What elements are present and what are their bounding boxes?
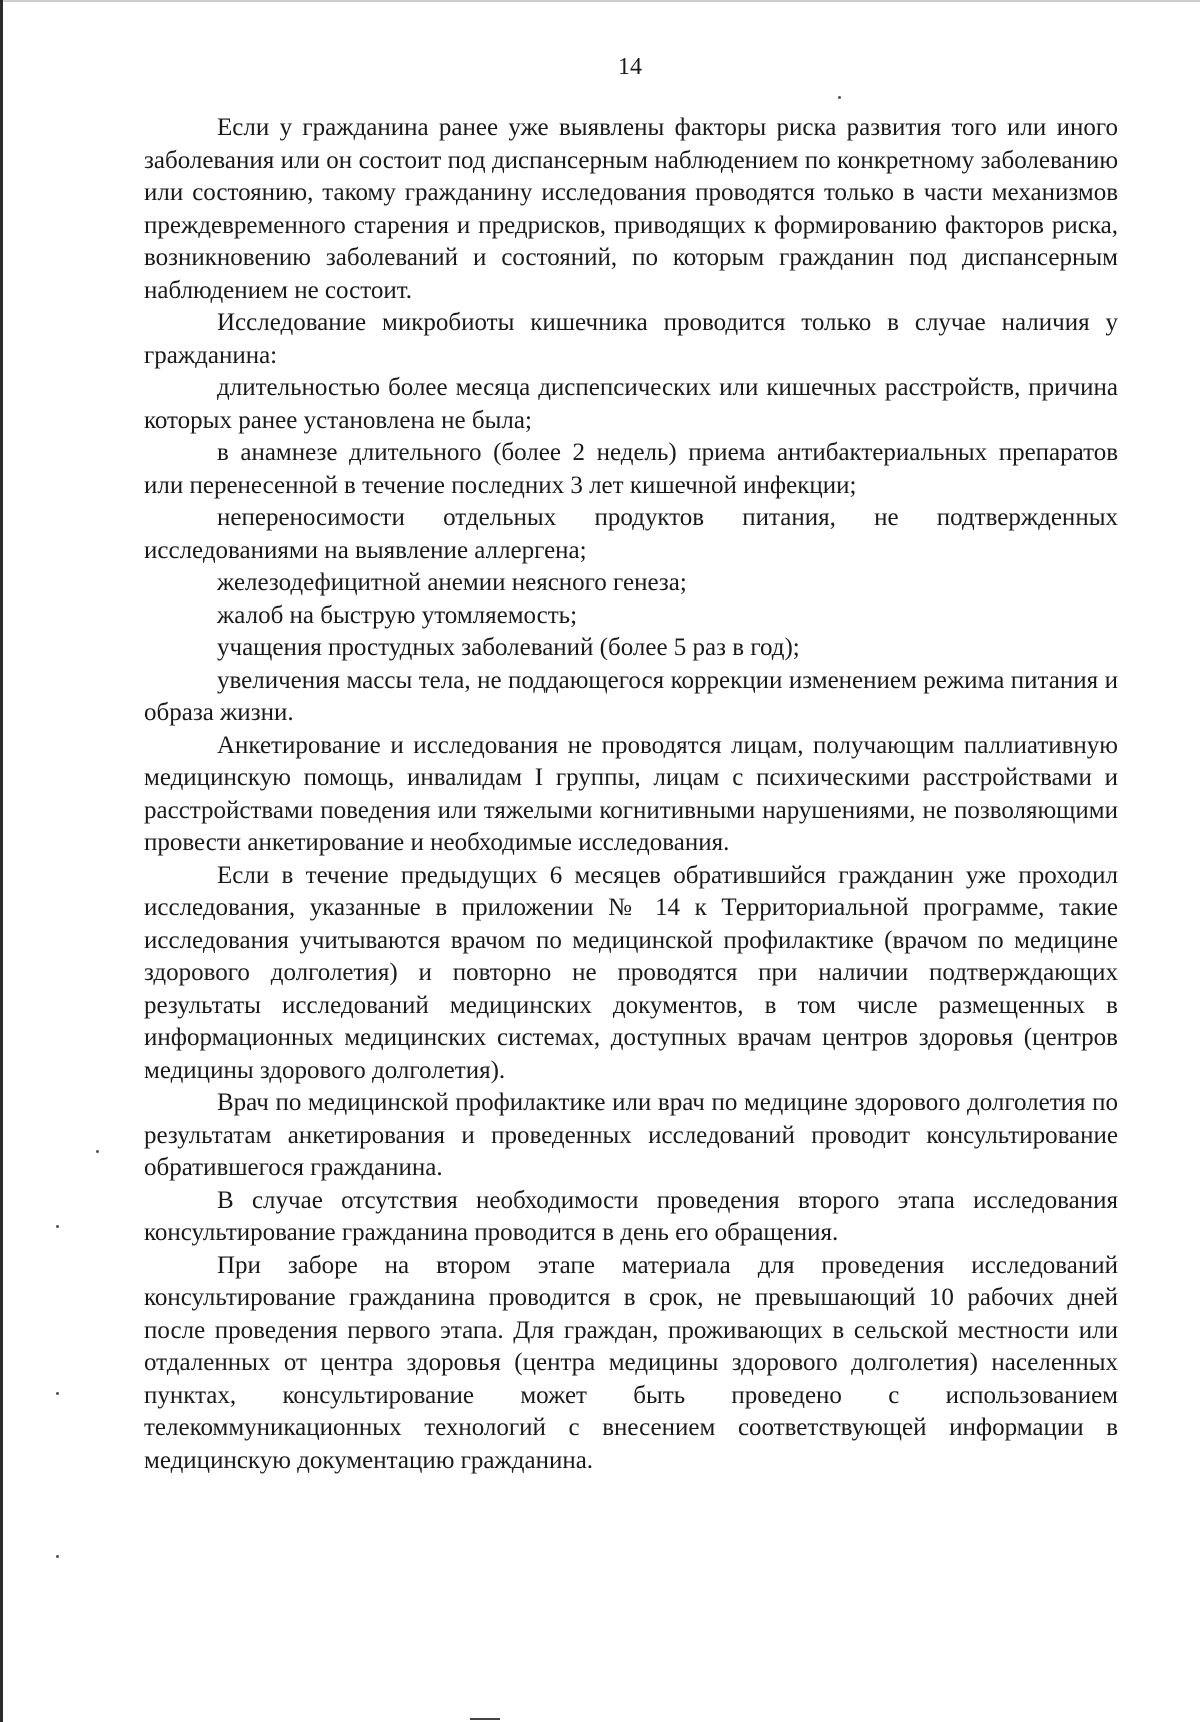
paragraph-same-day-consultation: В случае отсутствия необходимости проведения второго этапа исследования консультирование гражданина проводится в день его обращения. [144, 1186, 1118, 1246]
paragraph-second-stage-consultation: При заборе на втором этапе материала для проведения исследований консультирование гражданина проводится в срок, не превышающий 10 рабочих дней после проведения первого этапа. Для граждан, проживающих в сельской местности или отдаленных от центра здоровья (центра медицины здорового долголетия) населенных пунктах, консультирование может быть проведено с использованием телекоммуникационных технологий с внесением соответствующей информации в медицинскую документацию гражданина. [144, 1251, 1118, 1474]
scan-speck [838, 96, 841, 99]
page-number: 14 [618, 54, 642, 80]
scan-speck [56, 1555, 59, 1558]
scan-speck [96, 1150, 99, 1153]
paragraph-condition-weight: увеличения массы тела, не поддающегося коррекции изменением режима питания и образа жизни. [144, 666, 1118, 726]
document-body [144, 112, 1118, 1477]
paragraph-risk-factors: Если у гражданина ранее уже выявлены факторы риска развития того или иного заболевания или он состоит под диспансерным наблюдением по конкретному заболеванию или состоянию, такому гражданину исследования проводятся только в части механизмов преждевременного старения и предрисков, приводящих к формированию факторов риска, возникновению заболеваний и состояний, по которым гражданин под диспансерным наблюдением не состоит. [144, 114, 1118, 304]
paragraph-condition-anemia: железодефицитной анемии неясного генеза; [217, 569, 687, 596]
paragraph-condition-fatigue: жалоб на быструю утомляемость; [217, 601, 578, 629]
scan-speck [56, 1392, 59, 1395]
paragraph-condition-dyspepsia: длительностью более месяца диспепсических или кишечных расстройств, причина которых ранее установлена не была; [144, 374, 1118, 434]
paragraph-consultation: Врач по медицинской профилактике или врач по медицине здорового долголетия по результатам анкетирования и проведенных исследований проводит консультирование обратившегося гражданина. [144, 1089, 1118, 1181]
paragraph-previous-studies: Если в течение предыдущих 6 месяцев обратившийся гражданин уже проходил исследования, указанные в приложении № 14 к Территориальной программе, такие исследования учитываются врачом по медицинской профилактике (врачом по медицине здорового долголетия) и повторно не проводятся при наличии подтверждающих результаты исследований медицинских документов, в том числе размещенных в информационных медицинских системах, доступных врачам центров здоровья (центров медицины здорового долголетия). [144, 861, 1118, 1084]
scan-left-edge [0, 0, 3, 1722]
paragraph-condition-colds: учащения простудных заболеваний (более 5 раз в год); [217, 634, 800, 661]
scan-speck [56, 1225, 59, 1228]
paragraph-condition-antibiotics: в анамнезе длительного (более 2 недель) приема антибактериальных препаратов или перенесенной в течение последних 3 лет кишечной инфекции; [144, 439, 1118, 499]
paragraph-condition-intolerance: непереносимости отдельных продуктов питания, не подтвержденных исследованиями на выявление аллергена; [144, 504, 1118, 564]
paragraph-microbiota-study: Исследование микробиоты кишечника проводится только в случае наличия у гражданина: [144, 309, 1118, 369]
paragraph-exclusions: Анкетирование и исследования не проводятся лицам, получающим паллиативную медицинскую помощь, инвалидам I группы, лицам с психическими расстройствами и расстройствами поведения или тяжелыми когнитивными нарушениями, не позволяющими провести анкетирование и необходимые исследования. [144, 731, 1118, 856]
scan-bottom-mark [470, 1718, 500, 1720]
scan-top-edge [0, 0, 1200, 2]
